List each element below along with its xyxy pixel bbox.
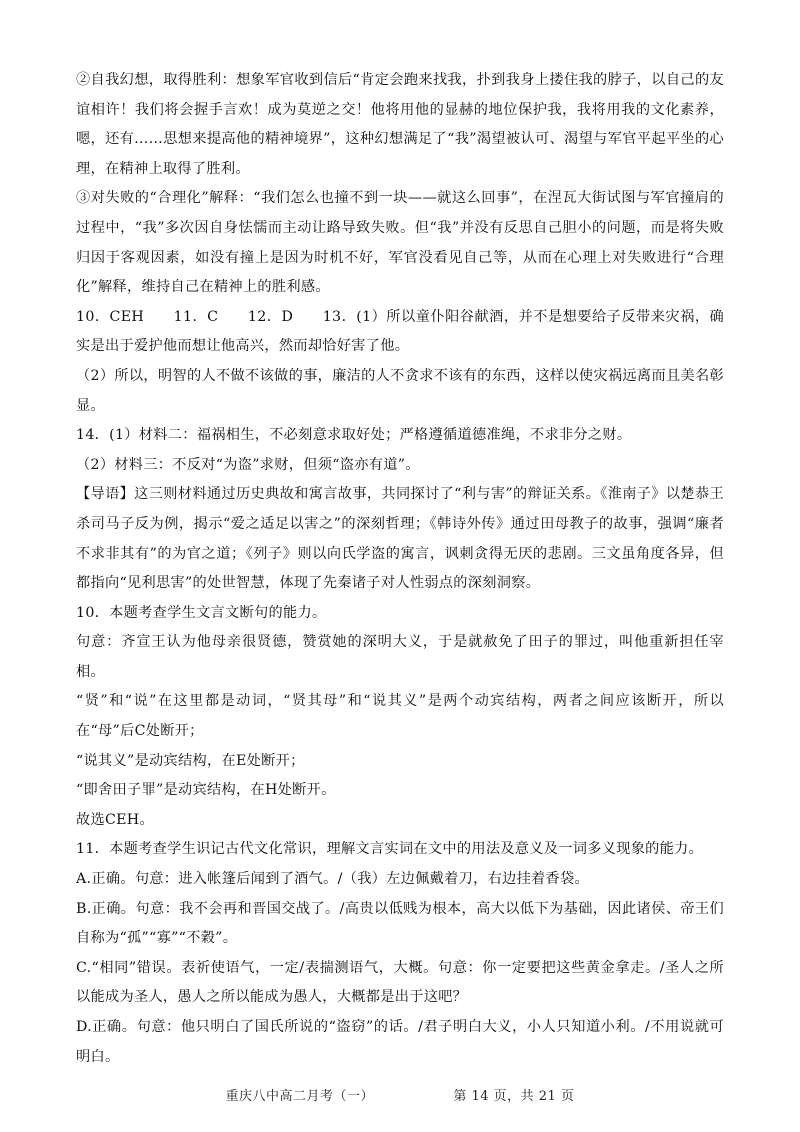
footer-page-number: 第 14 页，共 21 页 xyxy=(453,1089,575,1104)
paragraph-answer-2: ②自我幻想，取得胜利：想象军官收到信后“肯定会跑来找我，扑到我身上搂住我的脖子，以自己的友谊相许！我们将会握手言欢！成为莫逆之交！他将用他的显赫的地位保护我，我将用我的文化素养，嗯，还有……思想来提高他的精神境界”，这种幻想满足了“我”渴望被认可、渴望与军官平起平坐的心理，在精神上取得了胜利。 xyxy=(76,72,724,177)
paragraph-q10-intro: 10．本题考查学生文言文断句的能力。 xyxy=(76,604,327,621)
footer-exam-name: 重庆八中高二月考（一） xyxy=(225,1089,375,1104)
paragraph-answer-14-2: （2）材料三：不反对“为盗”求财，但须“盗亦有道”。 xyxy=(76,456,420,473)
paragraph-answer-13-2: （2）所以，明智的人不做不该做的事，廉洁的人不贪求不该有的东西，这样以使灾祸远离而且美名彰显。 xyxy=(76,367,724,414)
paragraph-q11-option-c: C.“相同”错误。表祈使语气，一定/表揣测语气，大概。句意：你一定要把这些黄金拿走。/圣人之所以能成为圣人，愚人之所以能成为愚人，大概都是出于这吧？ xyxy=(76,959,724,1006)
paragraph-q11-intro: 11．本题考查学生识记古代文化常识，理解文言实词在文中的用法及意义及一词多义现象的能力。 xyxy=(76,841,704,858)
page-footer xyxy=(0,1085,800,1104)
paragraph-q11-option-a: A.正确。句意：进入帐篷后闻到了酒气。/（我）左边佩戴着刀，右边挂着香袋。 xyxy=(76,871,590,888)
document-body xyxy=(0,66,800,1072)
paragraph-guide: 【导语】这三则材料通过历史典故和寓言故事，共同探讨了“利与害”的辩证关系。《淮南子》以楚恭王杀司马子反为例，揭示“爱之适足以害之”的深刻哲理；《韩诗外传》通过田母教子的故事，强调“廉者不求非其有”的为官之道；《列子》则以向氏学盗的寓言，讽刺贪得无厌的悲剧。三文虽角度各异，但都指向“见利思害”的处世智慧，体现了先秦诸子对人性弱点的深刻洞察。 xyxy=(76,486,724,592)
paragraph-answers-10-13: 10．CEH 11．C 12．D 13．(1）所以童仆阳谷献酒，并不是想要给子反带来灾祸，确实是出于爱护他而想让他高兴，然而却恰好害了他。 xyxy=(76,308,724,355)
paragraph-q10-answer: 故选CEH。 xyxy=(76,811,154,828)
paragraph-q10-meaning: 句意：齐宣王认为他母亲很贤德，赞赏她的深明大义，于是就赦免了田子的罪过，叫他重新担任宰相。 xyxy=(76,634,724,680)
paragraph-answer-3: ③对失败的“合理化”解释：“我们怎么也撞不到一块——就这么回事”，在涅瓦大街试图与军官撞肩的过程中，“我”多次因自身怯懦而主动让路导致失败。但“我”并没有反思自己胆小的问题，而是将失败归因于客观因素，如没有撞上是因为时机不好，军官没看见自己等，从而在心理上对失败进行“合理化”解释，维持自己在精神上的胜利感。 xyxy=(76,190,724,296)
paragraph-q10-analysis-c: “贤”和“说”在这里都是动词，“贤其母”和“说其义”是两个动宾结构，两者之间应该断开，所以在“母”后C处断开； xyxy=(76,693,724,740)
paragraph-q11-option-d: D.正确。句意：他只明白了国氏所说的“盗窃”的话。/君子明白大义，小人只知道小利。/不用说就可明白。 xyxy=(76,1019,724,1065)
paragraph-q10-analysis-h: “即舍田子罪”是动宾结构，在H处断开。 xyxy=(76,782,336,799)
paragraph-q10-analysis-e: “说其义”是动宾结构，在E处断开； xyxy=(76,752,305,769)
paragraph-q11-option-b: B.正确。句意：我不会再和晋国交战了。/高贵以低贱为根本，高大以低下为基础，因此诸侯、帝王们自称为“孤”“寡”“不穀”。 xyxy=(76,900,724,947)
paragraph-answer-14-1: 14．(1）材料二：福祸相生，不必刻意求取好处；严格遵循道德准绳，不求非分之财。 xyxy=(76,427,632,444)
